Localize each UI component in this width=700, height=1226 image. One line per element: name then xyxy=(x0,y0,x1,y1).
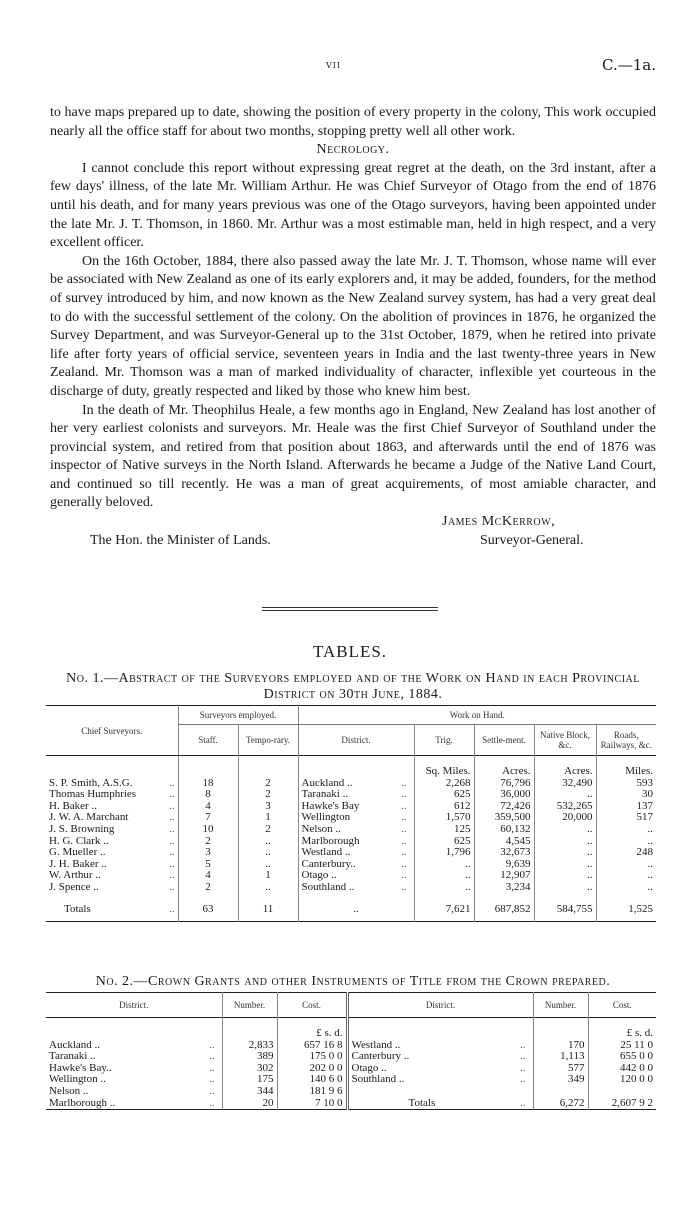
cell-roads: 30 xyxy=(596,789,656,801)
cell-roads: 593 xyxy=(596,778,656,790)
cell-trig: 125 xyxy=(414,824,474,836)
cell-native: .. xyxy=(534,859,596,871)
cell-district: Canterbury.. xyxy=(298,859,398,871)
totals-settlement: 687,852 xyxy=(474,904,534,922)
cell-cost: 25 11 0 xyxy=(588,1040,656,1052)
report-body xyxy=(50,104,656,553)
cell-staff: 8 xyxy=(178,789,238,801)
cell-cost: 181 9 6 xyxy=(277,1086,347,1098)
tables-heading: TABLES. xyxy=(312,642,388,661)
cell-cost: 442 0 0 xyxy=(588,1063,656,1075)
crown-grants-body xyxy=(46,1040,656,1110)
cell-chief-surveyor: J. S. Browning xyxy=(49,822,115,835)
leader-dots: .. xyxy=(401,776,407,789)
col-number-right: Number. xyxy=(533,993,588,1018)
divider-rule xyxy=(262,607,438,608)
cell-district: Marlborough .. xyxy=(49,1096,116,1109)
cell-staff: 4 xyxy=(178,870,238,882)
cell-staff: 2 xyxy=(178,882,238,894)
col-work-on-hand: Work on Hand. xyxy=(298,706,656,725)
cell-temporary: 1 xyxy=(238,870,298,882)
cell-cost: 202 0 0 xyxy=(277,1063,347,1075)
cell-cost: 120 0 0 xyxy=(588,1074,656,1086)
cell-roads: .. xyxy=(596,824,656,836)
crown-grants-table xyxy=(46,992,656,1110)
cell-staff: 4 xyxy=(178,801,238,813)
cell-settlement: 36,000 xyxy=(474,789,534,801)
cell-number: 389 xyxy=(222,1051,277,1063)
cell-roads: .. xyxy=(596,882,656,894)
leader-dots: .. xyxy=(401,788,407,801)
cell-chief-surveyor: Thomas Humphries xyxy=(49,788,137,801)
page-number: vii xyxy=(326,58,342,71)
table-row xyxy=(46,824,656,836)
empty-cell xyxy=(533,1086,588,1098)
table-row xyxy=(46,847,656,859)
units-row xyxy=(46,766,656,778)
table-row xyxy=(46,778,656,790)
leader-dots: .. xyxy=(209,1084,215,1097)
cell-district: Otago .. xyxy=(347,1063,517,1075)
cell-district: Southland .. xyxy=(347,1074,517,1086)
leader-dots: .. xyxy=(401,822,407,835)
cell-temporary: 3 xyxy=(238,801,298,813)
col-roads: Roads, Railways, &c. xyxy=(596,725,656,756)
cell-temporary: .. xyxy=(238,882,298,894)
cell-native: .. xyxy=(534,836,596,848)
table-row xyxy=(46,1051,656,1063)
cell-number: 344 xyxy=(222,1086,277,1098)
leader-dots: .. xyxy=(169,799,175,812)
cell-cost: 140 6 0 xyxy=(277,1074,347,1086)
table-row xyxy=(46,836,656,848)
cell-roads: 248 xyxy=(596,847,656,859)
leader-dots: .. xyxy=(169,811,175,824)
leader-dots xyxy=(517,1086,533,1098)
table2-title: No. 2.—Crown Grants and other Instruments of Title from the Crown prepared. xyxy=(95,974,611,989)
col-native-block: Native Block, &c. xyxy=(534,725,596,756)
table-row xyxy=(46,859,656,871)
cell-district: Nelson .. xyxy=(298,824,398,836)
col-number-left: Number. xyxy=(222,993,277,1018)
totals-trig: 7,621 xyxy=(414,904,474,922)
leader-dots: .. xyxy=(401,834,407,847)
cell-chief-surveyor: W. Arthur .. xyxy=(49,869,101,882)
paragraph-maps: to have maps prepared up to date, showing the position of every property in the colony, This work occupied nearly all the office staff for about two months, stopping pretty well all other work. xyxy=(50,105,656,139)
table1-title xyxy=(50,671,656,703)
addressee: The Hon. the Minister of Lands. xyxy=(90,533,271,549)
col-settlement: Settle-ment. xyxy=(474,725,534,756)
cell-chief-surveyor: H. Baker .. xyxy=(49,799,97,812)
leader-dots: .. xyxy=(209,1050,215,1063)
cell-number: 175 xyxy=(222,1074,277,1086)
paragraph-heale: In the death of Mr. Theophilus Heale, a few months ago in England, New Zealand has lost another of her very earliest colonists and surveyors. Mr. Heale was the first Chief Surveyor of Southland under the provincial system, and retired from that position about 1863, and afterwards until the end of 1876 was inspector of Native surveys in the North Island. Afterwards he became a Judge of the Native Land Court, and continued so till recently. He was a man of great acquirements, of most amiable character, and generally beloved. xyxy=(50,402,656,511)
cell-trig: 2,268 xyxy=(414,778,474,790)
cell-district: Otago .. xyxy=(298,870,398,882)
currency-right: £ s. d. xyxy=(588,1028,656,1040)
cell-settlement: 4,545 xyxy=(474,836,534,848)
cell-district: Auckland .. xyxy=(298,778,398,790)
cell-native: 532,265 xyxy=(534,801,596,813)
cell-number: 2,833 xyxy=(222,1040,277,1052)
leader-dots: .. xyxy=(401,857,407,870)
leader-dots: .. xyxy=(401,846,407,859)
cell-number: 170 xyxy=(533,1040,588,1052)
totals-cost: 2,607 9 2 xyxy=(588,1098,656,1110)
cell-roads: .. xyxy=(596,836,656,848)
cell-native: .. xyxy=(534,882,596,894)
leader-dots: .. xyxy=(520,1096,526,1109)
cell-settlement: 72,426 xyxy=(474,801,534,813)
cell-trig: 625 xyxy=(414,836,474,848)
cell-temporary: 2 xyxy=(238,824,298,836)
totals-temp: 11 xyxy=(238,904,298,922)
divider-rule xyxy=(262,610,438,611)
cell-district: Hawke's Bay.. xyxy=(49,1061,112,1074)
leader-dots: .. xyxy=(169,846,175,859)
cell-staff: 3 xyxy=(178,847,238,859)
col-cost-right: Cost. xyxy=(588,993,656,1018)
cell-temporary: 1 xyxy=(238,812,298,824)
document-reference: C.—1a. xyxy=(602,56,656,74)
cell-roads: 137 xyxy=(596,801,656,813)
cell-cost: 655 0 0 xyxy=(588,1051,656,1063)
cell-trig: .. xyxy=(414,882,474,894)
leader-dots: .. xyxy=(401,811,407,824)
col-district: District. xyxy=(298,725,414,756)
surveyors-table-body xyxy=(46,778,656,894)
col-cost-left: Cost. xyxy=(277,993,347,1018)
cell-district: Hawke's Bay xyxy=(298,801,398,813)
cell-temporary: .. xyxy=(238,836,298,848)
table-row xyxy=(46,882,656,894)
table1-title-line1: No. 1.—Abstract of the Surveyors employed and of the Work on Hand in each Provincial xyxy=(66,671,640,686)
cell-settlement: 60,132 xyxy=(474,824,534,836)
table-row xyxy=(46,1063,656,1075)
table-row xyxy=(46,1074,656,1086)
col-district-right: District. xyxy=(347,993,533,1018)
leader-dots: .. xyxy=(169,880,175,893)
surveyors-table xyxy=(46,705,656,922)
leader-dots: .. xyxy=(520,1038,526,1051)
paragraph-thomson: On the 16th October, 1884, there also passed away the late Mr. J. T. Thomson, whose name will ever be associated with New Zealand as one of its early explorers and, it may be added, founders, for the method of survey introduced by him, and now known as the New Zealand survey system, has had a very great deal to do with the successful settlement of the colony. On the abolition of provinces in 1876, he organized the Survey Department, and was Surveyor-General up to the 31st October, 1879, when he retired into private life after forty years of official service, seventeen years in India and the last twenty-three years in New Zealand. Mr. Thomson was a man of marked individuality of character, inflexible yet courteous in the discharge of duty, greatly respected and liked by those who knew him best. xyxy=(50,253,656,399)
leader-dots: .. xyxy=(209,1073,215,1086)
cell-settlement: 32,673 xyxy=(474,847,534,859)
empty-cell xyxy=(588,1086,656,1098)
cell-roads: .. xyxy=(596,859,656,871)
totals-staff: 63 xyxy=(178,904,238,922)
cell-settlement: 9,639 xyxy=(474,859,534,871)
cell-district: Taranaki .. xyxy=(298,789,398,801)
leader-dots: .. xyxy=(401,869,407,882)
cell-settlement: 359,500 xyxy=(474,812,534,824)
leader-dots: .. xyxy=(169,869,175,882)
cell-staff: 5 xyxy=(178,859,238,871)
cell-chief-surveyor: J. W. A. Marchant xyxy=(49,811,129,824)
cell-native: 32,490 xyxy=(534,778,596,790)
cell-settlement: 76,796 xyxy=(474,778,534,790)
cell-native: .. xyxy=(534,847,596,859)
cell-district: Westland .. xyxy=(298,847,398,859)
leader-dots: .. xyxy=(209,1038,215,1051)
totals-row: Totals .. 63 11 .. 7,621 687,852 584,755 1,525 xyxy=(46,904,656,922)
cell-district: Auckland .. xyxy=(49,1038,101,1051)
cell-trig: 612 xyxy=(414,801,474,813)
totals-native: 584,755 xyxy=(534,904,596,922)
cell-native: 20,000 xyxy=(534,812,596,824)
unit-trig: Sq. Miles. xyxy=(414,766,474,778)
col-surveyors-employed: Surveyors employed. xyxy=(178,706,298,725)
cell-roads: .. xyxy=(596,870,656,882)
unit-native: Acres. xyxy=(534,766,596,778)
cell-number: 302 xyxy=(222,1063,277,1075)
leader-dots: .. xyxy=(169,834,175,847)
col-district-left: District. xyxy=(119,1000,149,1010)
cell-district: Wellington xyxy=(298,812,398,824)
leader-dots: .. xyxy=(520,1050,526,1063)
leader-dots: .. xyxy=(169,857,175,870)
currency-row xyxy=(46,1028,656,1040)
leader-dots: .. xyxy=(169,776,175,789)
cell-temporary: .. xyxy=(238,859,298,871)
cell-trig: 1,796 xyxy=(414,847,474,859)
unit-settlement: Acres. xyxy=(474,766,534,778)
leader-dots: .. xyxy=(401,880,407,893)
signature-name: James McKerrow, xyxy=(442,514,556,530)
cell-chief-surveyor: G. Mueller .. xyxy=(49,846,106,859)
paragraph-arthur: I cannot conclude this report without expressing great regret at the death, on the 3rd instant, after a few days' illness, of the late Mr. William Arthur. He was Chief Surveyor of Otago from the end of 1876 until his death, and for many years previous was one of the Otago surveyors, having been appointed under the late Mr. J. T. Thomson, in 1860. Mr. Arthur was a most estimable man, held in high respect, and a very excellent officer. xyxy=(50,160,656,251)
cell-settlement: 3,234 xyxy=(474,882,534,894)
cell-chief-surveyor: S. P. Smith, A.S.G. xyxy=(49,776,133,789)
cell-staff: 18 xyxy=(178,778,238,790)
cell-chief-surveyor: H. G. Clark .. xyxy=(49,834,109,847)
cell-temporary: 2 xyxy=(238,778,298,790)
cell-number: 349 xyxy=(533,1074,588,1086)
cell-staff: 2 xyxy=(178,836,238,848)
leader-dots: .. xyxy=(169,788,175,801)
cell-district: Westland .. xyxy=(347,1040,517,1052)
cell-number: 1,113 xyxy=(533,1051,588,1063)
cell-number: 577 xyxy=(533,1063,588,1075)
cell-district: Nelson .. xyxy=(49,1084,89,1097)
cell-chief-surveyor: J. Spence .. xyxy=(49,880,99,893)
table-row xyxy=(46,1098,656,1110)
cell-cost: 175 0 0 xyxy=(277,1051,347,1063)
leader-dots: .. xyxy=(401,799,407,812)
cell-staff: 7 xyxy=(178,812,238,824)
leader-dots: .. xyxy=(169,822,175,835)
cell-cost: 657 16 8 xyxy=(277,1040,347,1052)
cell-trig: .. xyxy=(414,870,474,882)
cell-trig: .. xyxy=(414,859,474,871)
cell-settlement: 12,907 xyxy=(474,870,534,882)
cell-temporary: 2 xyxy=(238,789,298,801)
col-chief-surveyors: Chief Surveyors. xyxy=(46,706,178,756)
totals-district: .. xyxy=(298,904,414,922)
cell-staff: 10 xyxy=(178,824,238,836)
col-temporary: Tempo-rary. xyxy=(238,725,298,756)
cell-chief-surveyor: J. H. Baker .. xyxy=(49,857,107,870)
cell-district: Wellington .. xyxy=(49,1073,106,1086)
unit-roads: Miles. xyxy=(596,766,656,778)
cell-number: 20 xyxy=(222,1098,277,1110)
totals-roads: 1,525 xyxy=(596,904,656,922)
leader-dots: .. xyxy=(209,1061,215,1074)
cell-native: .. xyxy=(534,789,596,801)
leader-dots: .. xyxy=(209,1096,215,1109)
leader-dots: .. xyxy=(520,1073,526,1086)
empty-cell xyxy=(347,1086,517,1098)
cell-cost: 7 10 0 xyxy=(277,1098,347,1110)
cell-district: Marlborough xyxy=(298,836,398,848)
leader-dots: .. xyxy=(520,1061,526,1074)
currency-left: £ s. d. xyxy=(277,1028,347,1040)
cell-roads: 517 xyxy=(596,812,656,824)
col-staff: Staff. xyxy=(178,725,238,756)
cell-native: .. xyxy=(534,824,596,836)
cell-temporary: .. xyxy=(238,847,298,859)
totals-label: Totals xyxy=(347,1098,517,1110)
cell-district: Canterbury .. xyxy=(347,1051,517,1063)
totals-label: Totals xyxy=(64,902,91,915)
table-row xyxy=(46,1086,656,1098)
signature-block xyxy=(50,513,656,553)
totals-number: 6,272 xyxy=(533,1098,588,1110)
cell-district: Taranaki .. xyxy=(49,1050,96,1063)
col-trig: Trig. xyxy=(414,725,474,756)
table-row xyxy=(46,812,656,824)
cell-district: Southland .. xyxy=(298,882,398,894)
signature-role: Surveyor-General. xyxy=(480,533,584,549)
cell-trig: 625 xyxy=(414,789,474,801)
table1-title-line2: District on 30th June, 1884. xyxy=(263,687,443,702)
cell-native: .. xyxy=(534,870,596,882)
cell-trig: 1,570 xyxy=(414,812,474,824)
necrology-heading: Necrology. xyxy=(316,142,390,158)
